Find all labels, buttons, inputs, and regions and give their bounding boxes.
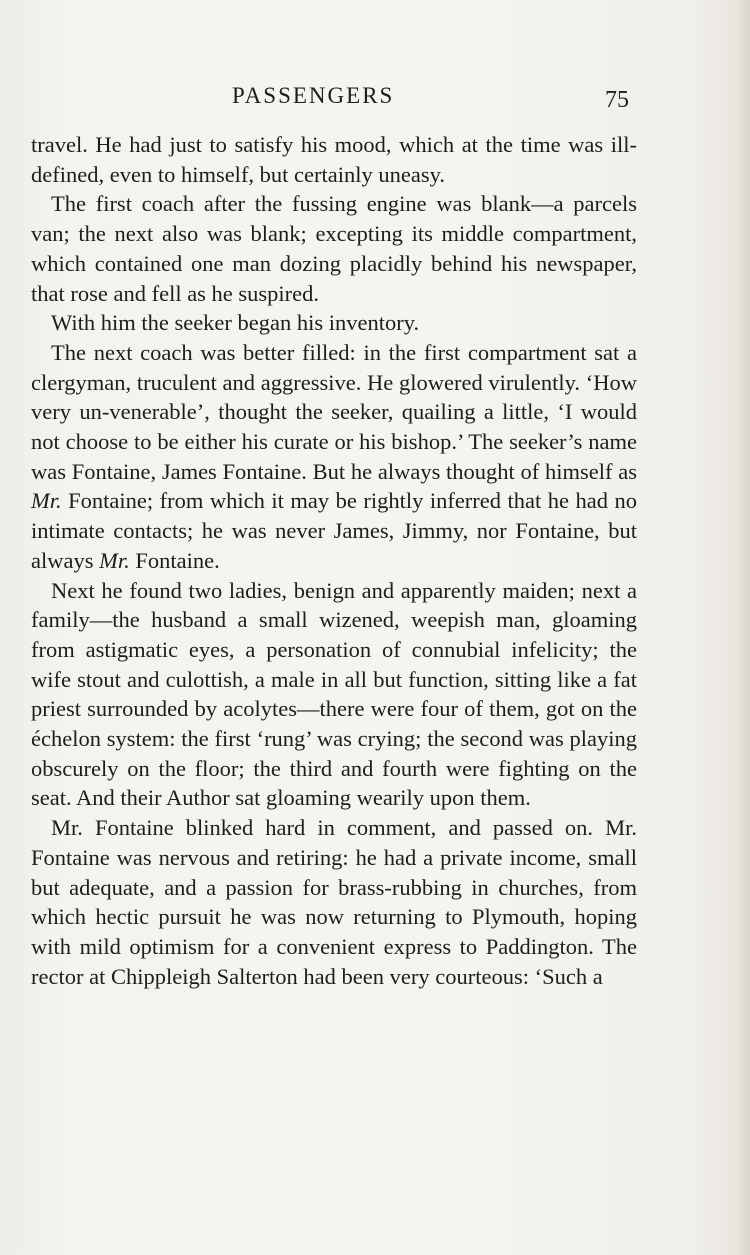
body-text <box>31 130 637 991</box>
paragraph <box>31 338 637 576</box>
paragraph <box>31 130 637 189</box>
text-run: Mr. Fontaine blinked hard in comment, and passed on. Mr. Fontaine was nervous and retiring: he had a private income, small but adequate, and a passion for brass-rubbing in churches, from which hectic pursuit he was now returning to Plymouth, hoping with mild optimism for a convenient express to Paddington. The rector at Chippleigh Salterton had been very courteous: ‘Such a <box>31 815 637 989</box>
running-head: PASSENGERS <box>232 83 395 108</box>
page-number: 75 <box>605 87 629 113</box>
text-run: travel. He had just to satisfy his mood, which at the time was ill-defined, even to himself, but certainly uneasy. <box>31 132 637 187</box>
paragraph <box>31 308 637 338</box>
italic-text-run: Mr. <box>31 488 62 514</box>
paragraph <box>31 189 637 308</box>
paragraph <box>31 576 637 814</box>
paragraph <box>31 813 637 991</box>
text-run: Next he found two ladies, benign and apparently maiden; next a family—the husband a small wizened, weepish man, gloaming from astigmatic eyes, a personation of connubial infelicity; the wife stout and culottish, a male in all but function, sitting like a fat priest surrounded by acolytes—there were four of them, got on the échelon system: the first ‘rung’ was crying; the second was playing obscurely on the floor; the third and fourth were fighting on the seat. And their Author sat gloaming wearily upon them. <box>31 577 637 811</box>
text-run: The first coach after the fussing engine was blank—a parcels van; the next also was blank; excepting its middle compartment, which contained one man dozing placidly behind his newspaper, that rose and fell as he suspired. <box>31 191 637 306</box>
text-run: With him the seeker began his inventory. <box>51 310 420 336</box>
italic-text-run: Mr. <box>99 547 130 573</box>
text-run: Fontaine. <box>129 547 220 573</box>
text-run: Fontaine; from which it may be rightly inferred that he had no intimate contacts; he was never James, Jimmy, nor Fontaine, but always <box>31 488 637 573</box>
text-run: The next coach was better filled: in the first compartment sat a clergyman, truculent and aggressive. He glowered virulently. ‘How very un-venerable’, thought the seeker, quailing a little, ‘I would not choose to be either his curate or his bishop.’ The seeker’s name was Fontaine, James Fontaine. But he always thought of himself as <box>31 339 637 484</box>
